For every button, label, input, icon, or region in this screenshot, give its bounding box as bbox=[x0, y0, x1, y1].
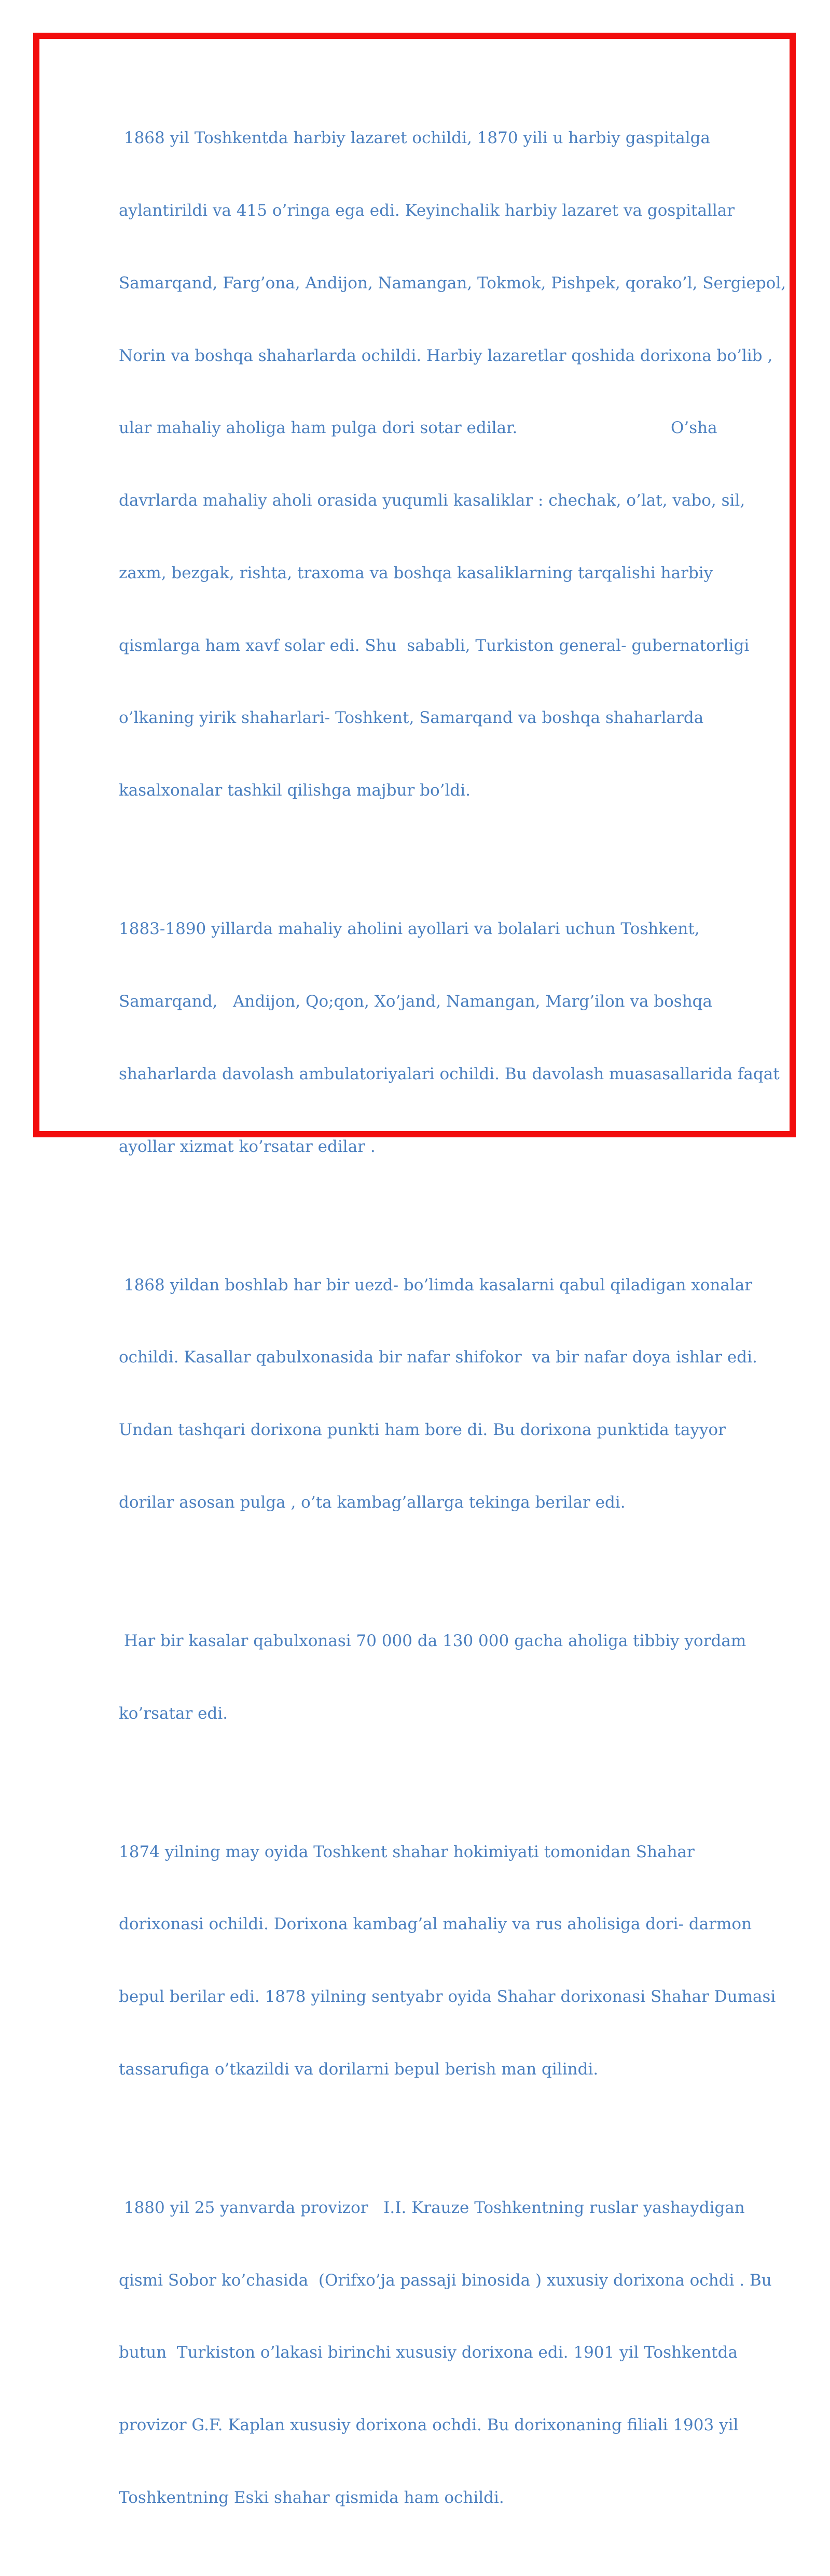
text-line: aylantirildi va 415 o’ringa ega edi. Keyinchalik harbiy lazaret va gospitallar bbox=[119, 201, 735, 220]
text-line: zaxm, bezgak, rishta, traxoma va boshqa kasaliklarning tarqalishi harbiy bbox=[119, 563, 713, 582]
text-line: ular mahaliy aholiga ham pulga dori sotar edilar. O’sha bbox=[119, 419, 717, 438]
text-line: 1868 yil Toshkentda harbiy lazaret ochildi, 1870 yili u harbiy gaspitalga bbox=[119, 129, 710, 148]
text-line: ko’rsatar edi. bbox=[119, 1704, 228, 1723]
text-line: bepul berilar edi. 1878 yilning sentyabr oyida Shahar dorixonasi Shahar Dumasi bbox=[119, 1987, 776, 2007]
text-line: o’lkaning yirik shaharlari- Toshkent, Samarqand va boshqa shaharlarda bbox=[119, 708, 704, 728]
text-line: Samarqand, Farg’ona, Andijon, Namangan, Tokmok, Pishpek, qorako’l, Sergiepol, bbox=[119, 273, 786, 293]
text-line: dorilar asosan pulga , o’ta kambag’allarga tekinga berilar edi. bbox=[119, 1493, 626, 1512]
text-line: davrlarda mahaliy aholi orasida yuqumli kasaliklar : chechak, o’lat, vabo, sil, bbox=[119, 491, 745, 510]
paragraph-2 bbox=[119, 869, 780, 1207]
text-line: ochildi. Kasallar qabulxonasida bir nafar shifokor va bir nafar doya ishlar edi. bbox=[119, 1348, 757, 1367]
paragraph-5 bbox=[119, 1791, 776, 2129]
text-line: provizor G.F. Kaplan xususiy dorixona ochdi. Bu dorixonaning filiali 1903 yil bbox=[119, 2416, 739, 2435]
document-body bbox=[119, 78, 786, 2576]
paragraph-4 bbox=[119, 1581, 772, 1774]
text-line: shaharlarda davolash ambulatoriyalari ochildi. Bu davolash muasasallarida faqat bbox=[119, 1064, 780, 1083]
text-line: qismlarga ham xavf solar edi. Shu sababli, Turkiston general- gubernatorligi bbox=[119, 636, 750, 655]
text-line: kasalxonalar tashkil qilishga majbur bo’ldi. bbox=[119, 781, 471, 800]
text-line: dorixonasi ochildi. Dorixona kambag’al mahaliy va rus aholisiga dori- darmon bbox=[119, 1915, 752, 1934]
text-line: 1874 yilning may oyida Toshkent shahar hokimiyati tomonidan Shahar bbox=[119, 1842, 695, 1861]
text-line: 1883-1890 yillarda mahaliy aholini ayollari va bolalari uchun Toshkent, bbox=[119, 920, 700, 939]
text-line: 1868 yildan boshlab har bir uezd- bo’limda kasalarni qabul qiladigan xonalar bbox=[119, 1275, 753, 1294]
text-line: Samarqand, Andijon, Qo;qon, Xo’jand, Namangan, Marg’ilon va boshqa bbox=[119, 992, 712, 1011]
text-line: Norin va boshqa shaharlarda ochildi. Harbiy lazaretlar qoshida dorixona bo’lib , bbox=[119, 346, 773, 365]
paragraph-1 bbox=[119, 78, 786, 851]
text-line: ayollar xizmat ko’rsatar edilar . bbox=[119, 1137, 376, 1156]
text-line: butun Turkiston o’lakasi birinchi xususiy dorixona edi. 1901 yil Toshkentda bbox=[119, 2343, 738, 2362]
text-line: 1880 yil 25 yanvarda provizor I.I. Krauze Toshkentning ruslar yashaydigan bbox=[119, 2198, 745, 2217]
text-line: qismi Sobor ko’chasida (Orifxo’ja passaji binosida ) xuxusiy dorixona ochdi . Bu bbox=[119, 2271, 772, 2290]
text-line: tassarufiga o’tkazildi va dorilarni bepul berish man qilindi. bbox=[119, 2059, 599, 2079]
text-line: Toshkentning Eski shahar qismida ham ochildi. bbox=[119, 2488, 504, 2507]
paragraph-3 bbox=[119, 1224, 772, 1563]
text-line: Har bir kasalar qabulxonasi 70 000 da 130 000 gacha aholiga tibbiy yordam bbox=[119, 1631, 746, 1650]
paragraph-6 bbox=[119, 2148, 772, 2558]
text-line: Undan tashqari dorixona punkti ham bore di. Bu dorixona punktida tayyor bbox=[119, 1421, 726, 1440]
